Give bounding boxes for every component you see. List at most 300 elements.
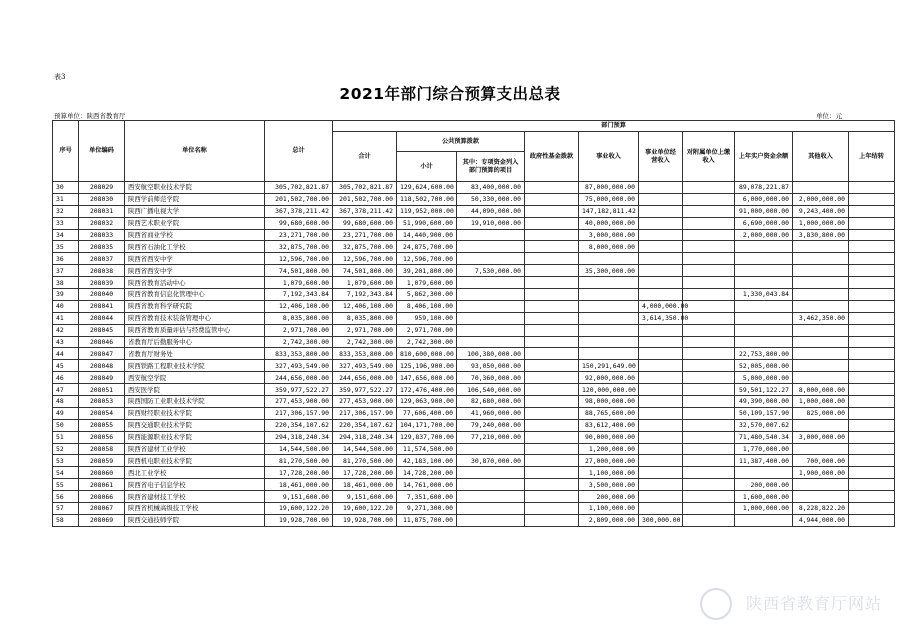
row-prior-balance: 6,690,000.00 <box>735 217 793 229</box>
row-business-income <box>579 348 639 360</box>
row-gov-fund <box>525 312 579 324</box>
row-special: 7,530,000.00 <box>457 265 525 277</box>
row-sum: 201,502,700.00 <box>333 193 397 205</box>
row-unit-operating <box>639 348 683 360</box>
row-unit-operating <box>639 455 683 467</box>
row-business-income: 1,200,000.00 <box>579 443 639 455</box>
row-total: 12,596,700.00 <box>265 253 333 265</box>
row-other-income <box>793 289 849 301</box>
budget-table <box>52 120 895 527</box>
row-business-income: 27,000,000.00 <box>579 455 639 467</box>
row-sum: 74,501,800.00 <box>333 265 397 277</box>
row-affiliated <box>683 300 735 312</box>
row-affiliated <box>683 289 735 301</box>
row-gov-fund <box>525 193 579 205</box>
watermark: 陕西省教育厅网站 <box>745 594 882 613</box>
row-name: 陕西省教育技术装备管理中心 <box>125 312 265 324</box>
row-prior-carry <box>849 348 895 360</box>
row-gov-fund <box>525 407 579 419</box>
row-seq: 32 <box>53 205 79 217</box>
row-unit-operating <box>639 407 683 419</box>
row-business-income <box>579 312 639 324</box>
row-name: 陕西省石油化工学校 <box>125 241 265 253</box>
row-subtotal: 7,351,600.00 <box>397 491 457 503</box>
row-sum: 32,875,700.00 <box>333 241 397 253</box>
row-subtotal: 2,971,700.00 <box>397 324 457 336</box>
row-total: 12,406,100.00 <box>265 300 333 312</box>
row-unit-operating <box>639 419 683 431</box>
row-sum: 2,971,700.00 <box>333 324 397 336</box>
row-prior-carry <box>849 300 895 312</box>
row-code: 208039 <box>79 277 125 289</box>
row-total: 8,035,800.00 <box>265 312 333 324</box>
row-sum: 305,702,821.87 <box>333 182 397 194</box>
form-id: 表3 <box>54 73 66 81</box>
row-seq: 42 <box>53 324 79 336</box>
row-seq: 38 <box>53 277 79 289</box>
row-name: 陕西省教育质量评估与经费监管中心 <box>125 324 265 336</box>
table-row <box>53 431 895 443</box>
row-unit-operating <box>639 396 683 408</box>
row-unit-operating <box>639 217 683 229</box>
row-total: 81,270,500.00 <box>265 455 333 467</box>
row-unit-operating: 3,614,350.00 <box>639 312 683 324</box>
row-special: 93,050,000.00 <box>457 360 525 372</box>
row-sum: 17,728,200.00 <box>333 467 397 479</box>
row-special <box>457 479 525 491</box>
header-business-income: 事业收入 <box>579 132 639 182</box>
row-prior-carry <box>849 467 895 479</box>
row-name: 陕西交通技师学院 <box>125 514 265 526</box>
row-special: 77,210,000.00 <box>457 431 525 443</box>
table-row <box>53 384 895 396</box>
row-gov-fund <box>525 324 579 336</box>
row-special: 79,240,000.00 <box>457 419 525 431</box>
header-affiliated: 对附属单位上缴收入 <box>683 132 735 182</box>
row-code: 208060 <box>79 467 125 479</box>
row-affiliated <box>683 312 735 324</box>
row-subtotal: 14,761,000.00 <box>397 479 457 491</box>
row-unit-operating <box>639 443 683 455</box>
row-sum: 14,544,500.00 <box>333 443 397 455</box>
row-code: 208049 <box>79 372 125 384</box>
row-gov-fund <box>525 372 579 384</box>
emblem-icon <box>700 588 732 620</box>
row-affiliated <box>683 372 735 384</box>
row-total: 294,318,240.34 <box>265 431 333 443</box>
row-code: 208038 <box>79 265 125 277</box>
row-other-income: 825,000.00 <box>793 407 849 419</box>
row-other-income: 700,000.00 <box>793 455 849 467</box>
row-subtotal: 11,574,500.00 <box>397 443 457 455</box>
row-subtotal: 118,502,700.00 <box>397 193 457 205</box>
row-sum: 294,318,240.34 <box>333 431 397 443</box>
row-affiliated <box>683 360 735 372</box>
row-affiliated <box>683 241 735 253</box>
row-gov-fund <box>525 289 579 301</box>
table-row <box>53 182 895 194</box>
row-subtotal: 24,875,700.00 <box>397 241 457 253</box>
table-row <box>53 514 895 526</box>
header-prior-carry: 上年结转 <box>849 132 895 182</box>
row-affiliated <box>683 229 735 241</box>
row-prior-carry <box>849 491 895 503</box>
row-other-income: 3,830,800.00 <box>793 229 849 241</box>
row-code: 208037 <box>79 253 125 265</box>
row-gov-fund <box>525 253 579 265</box>
row-seq: 55 <box>53 479 79 491</box>
row-subtotal: 5,862,300.00 <box>397 289 457 301</box>
row-prior-balance: 1,000,000.00 <box>735 503 793 515</box>
row-prior-balance <box>735 253 793 265</box>
header-code: 单位编码 <box>79 121 125 182</box>
row-unit-operating <box>639 467 683 479</box>
row-prior-carry <box>849 193 895 205</box>
row-business-income: 1,100,000.00 <box>579 503 639 515</box>
row-total: 217,306,157.90 <box>265 407 333 419</box>
row-special: 44,090,000.00 <box>457 205 525 217</box>
row-code: 208041 <box>79 300 125 312</box>
table-row <box>53 217 895 229</box>
row-prior-balance: 49,390,000.00 <box>735 396 793 408</box>
row-gov-fund <box>525 300 579 312</box>
row-unit-operating <box>639 491 683 503</box>
row-name: 省教育厅后勤服务中心 <box>125 336 265 348</box>
row-total: 18,461,000.00 <box>265 479 333 491</box>
row-subtotal: 12,596,700.00 <box>397 253 457 265</box>
row-other-income <box>793 253 849 265</box>
row-sum: 9,151,600.00 <box>333 491 397 503</box>
row-total: 23,271,700.00 <box>265 229 333 241</box>
table-row <box>53 277 895 289</box>
row-sum: 359,977,522.27 <box>333 384 397 396</box>
row-affiliated <box>683 193 735 205</box>
row-business-income: 2,809,000.00 <box>579 514 639 526</box>
row-prior-carry <box>849 514 895 526</box>
row-code: 208059 <box>79 455 125 467</box>
row-subtotal: 42,183,100.00 <box>397 455 457 467</box>
row-special: 106,540,000.00 <box>457 384 525 396</box>
row-name: 陕西省教育科学研究院 <box>125 300 265 312</box>
row-name: 陕西国防工业职业技术学院 <box>125 396 265 408</box>
row-name: 陕西广播电视大学 <box>125 205 265 217</box>
row-other-income <box>793 348 849 360</box>
row-seq: 45 <box>53 360 79 372</box>
row-sum: 2,742,300.00 <box>333 336 397 348</box>
row-affiliated <box>683 253 735 265</box>
header-seq: 序号 <box>53 121 79 182</box>
row-total: 17,728,200.00 <box>265 467 333 479</box>
row-prior-carry <box>849 289 895 301</box>
row-prior-carry <box>849 372 895 384</box>
row-seq: 41 <box>53 312 79 324</box>
row-prior-carry <box>849 217 895 229</box>
row-seq: 36 <box>53 253 79 265</box>
row-sum: 19,600,122.20 <box>333 503 397 515</box>
row-prior-balance: 1,330,043.84 <box>735 289 793 301</box>
row-other-income <box>793 336 849 348</box>
row-seq: 30 <box>53 182 79 194</box>
row-name: 陕西省机械高级技工学校 <box>125 503 265 515</box>
row-code: 208061 <box>79 479 125 491</box>
row-unit-operating <box>639 241 683 253</box>
row-prior-balance: 5,000,000.00 <box>735 372 793 384</box>
row-prior-balance: 71,480,540.34 <box>735 431 793 443</box>
row-prior-carry <box>849 229 895 241</box>
row-seq: 57 <box>53 503 79 515</box>
row-total: 32,875,700.00 <box>265 241 333 253</box>
row-name: 省教育厅财务处 <box>125 348 265 360</box>
row-affiliated <box>683 431 735 443</box>
row-business-income: 88,765,600.00 <box>579 407 639 419</box>
row-prior-balance <box>735 277 793 289</box>
row-special <box>457 324 525 336</box>
table-row <box>53 407 895 419</box>
row-subtotal: 14,440,900.00 <box>397 229 457 241</box>
row-business-income: 147,182,811.42 <box>579 205 639 217</box>
row-total: 7,192,343.84 <box>265 289 333 301</box>
row-special <box>457 300 525 312</box>
table-row <box>53 443 895 455</box>
row-gov-fund <box>525 348 579 360</box>
row-prior-carry <box>849 419 895 431</box>
row-code: 208030 <box>79 193 125 205</box>
header-unit-operating: 事业单位经营收入 <box>639 132 683 182</box>
row-business-income <box>579 277 639 289</box>
row-code: 208032 <box>79 217 125 229</box>
row-prior-carry <box>849 503 895 515</box>
row-affiliated <box>683 407 735 419</box>
header-subtotal: 小计 <box>397 152 457 182</box>
row-seq: 31 <box>53 193 79 205</box>
row-name: 陕西学前师范学院 <box>125 193 265 205</box>
row-other-income: 8,000,000.00 <box>793 384 849 396</box>
row-prior-carry <box>849 312 895 324</box>
row-prior-balance: 22,753,800.00 <box>735 348 793 360</box>
row-total: 244,656,000.00 <box>265 372 333 384</box>
row-affiliated <box>683 467 735 479</box>
row-other-income <box>793 419 849 431</box>
row-gov-fund <box>525 479 579 491</box>
row-seq: 53 <box>53 455 79 467</box>
row-sum: 244,656,000.00 <box>333 372 397 384</box>
row-subtotal: 8,406,100.00 <box>397 300 457 312</box>
row-prior-balance <box>735 514 793 526</box>
row-subtotal: 9,271,300.00 <box>397 503 457 515</box>
budget-unit-label: 预算单位：陕西省教育厅 <box>54 112 126 120</box>
row-seq: 54 <box>53 467 79 479</box>
row-total: 327,493,549.00 <box>265 360 333 372</box>
row-unit-operating <box>639 289 683 301</box>
row-prior-carry <box>849 479 895 491</box>
row-affiliated <box>683 396 735 408</box>
row-prior-balance: 32,570,007.62 <box>735 419 793 431</box>
row-subtotal: 39,201,800.00 <box>397 265 457 277</box>
row-prior-balance <box>735 324 793 336</box>
row-business-income: 8,000,000.00 <box>579 241 639 253</box>
row-total: 201,502,700.00 <box>265 193 333 205</box>
row-special <box>457 336 525 348</box>
header-total: 总计 <box>265 121 333 182</box>
row-gov-fund <box>525 277 579 289</box>
row-total: 99,680,600.00 <box>265 217 333 229</box>
row-sum: 217,306,157.90 <box>333 407 397 419</box>
row-business-income: 90,000,000.00 <box>579 431 639 443</box>
row-subtotal: 125,196,900.00 <box>397 360 457 372</box>
row-other-income: 1,000,000.00 <box>793 217 849 229</box>
row-business-income: 83,612,400.00 <box>579 419 639 431</box>
row-other-income <box>793 265 849 277</box>
row-special: 50,330,000.00 <box>457 193 525 205</box>
row-other-income: 8,228,822.20 <box>793 503 849 515</box>
row-gov-fund <box>525 241 579 253</box>
table-row <box>53 205 895 217</box>
row-name: 陕西能源职业技术学院 <box>125 431 265 443</box>
row-name: 西北工业学校 <box>125 467 265 479</box>
row-total: 19,928,700.00 <box>265 514 333 526</box>
header-dept-budget: 部门预算 <box>333 121 895 132</box>
table-row <box>53 265 895 277</box>
header-prior-balance: 上年实户资金余额 <box>735 132 793 182</box>
row-code: 208035 <box>79 241 125 253</box>
row-total: 2,742,300.00 <box>265 336 333 348</box>
row-unit-operating <box>639 336 683 348</box>
row-sum: 7,192,343.84 <box>333 289 397 301</box>
row-prior-carry <box>849 360 895 372</box>
row-code: 208045 <box>79 324 125 336</box>
row-affiliated <box>683 503 735 515</box>
row-other-income <box>793 443 849 455</box>
row-subtotal: 14,728,200.00 <box>397 467 457 479</box>
row-other-income: 3,000,000.00 <box>793 431 849 443</box>
row-code: 208029 <box>79 182 125 194</box>
row-prior-balance: 6,000,000.00 <box>735 193 793 205</box>
row-prior-carry <box>849 336 895 348</box>
row-code: 208053 <box>79 396 125 408</box>
row-prior-carry <box>849 324 895 336</box>
row-name: 西安医学院 <box>125 384 265 396</box>
row-seq: 49 <box>53 407 79 419</box>
table-row <box>53 479 895 491</box>
row-other-income: 3,462,350.00 <box>793 312 849 324</box>
row-other-income <box>793 277 849 289</box>
row-code: 208048 <box>79 360 125 372</box>
table-row <box>53 503 895 515</box>
header-other-income: 其他收入 <box>793 132 849 182</box>
row-prior-carry <box>849 407 895 419</box>
header-special-items: 其中：专项资金列入部门预算的项目 <box>457 152 525 182</box>
row-name: 西安航空职业技术学院 <box>125 182 265 194</box>
row-subtotal: 119,952,000.00 <box>397 205 457 217</box>
row-subtotal: 77,606,400.00 <box>397 407 457 419</box>
row-affiliated <box>683 336 735 348</box>
row-subtotal: 11,875,700.00 <box>397 514 457 526</box>
row-seq: 52 <box>53 443 79 455</box>
row-business-income: 92,000,000.00 <box>579 372 639 384</box>
table-row <box>53 241 895 253</box>
row-business-income <box>579 289 639 301</box>
row-prior-carry <box>849 253 895 265</box>
row-unit-operating <box>639 229 683 241</box>
row-total: 9,151,600.00 <box>265 491 333 503</box>
row-special <box>457 229 525 241</box>
row-business-income <box>579 324 639 336</box>
row-gov-fund <box>525 265 579 277</box>
row-affiliated <box>683 348 735 360</box>
row-gov-fund <box>525 360 579 372</box>
row-business-income: 75,000,000.00 <box>579 193 639 205</box>
table-row <box>53 300 895 312</box>
row-special: 82,680,000.00 <box>457 396 525 408</box>
row-sum: 99,680,600.00 <box>333 217 397 229</box>
row-prior-balance: 89,078,221.87 <box>735 182 793 194</box>
row-special <box>457 514 525 526</box>
row-sum: 19,928,700.00 <box>333 514 397 526</box>
page-title: 2021年部门综合预算支出总表 <box>339 85 561 103</box>
row-seq: 34 <box>53 229 79 241</box>
table-row <box>53 419 895 431</box>
row-affiliated <box>683 182 735 194</box>
row-unit-operating <box>639 431 683 443</box>
row-special <box>457 253 525 265</box>
row-subtotal: 104,171,700.00 <box>397 419 457 431</box>
row-prior-carry <box>849 241 895 253</box>
row-affiliated <box>683 491 735 503</box>
row-prior-balance <box>735 336 793 348</box>
row-name: 陕西省西安中学 <box>125 265 265 277</box>
row-subtotal: 129,063,900.00 <box>397 396 457 408</box>
row-name: 西安航空学院 <box>125 372 265 384</box>
row-code: 208047 <box>79 348 125 360</box>
row-sum: 18,461,000.00 <box>333 479 397 491</box>
row-other-income: 1,000,000.00 <box>793 396 849 408</box>
row-special <box>457 503 525 515</box>
row-prior-balance <box>735 300 793 312</box>
row-other-income <box>793 324 849 336</box>
row-business-income <box>579 253 639 265</box>
row-subtotal: 172,476,400.00 <box>397 384 457 396</box>
row-business-income: 40,000,000.00 <box>579 217 639 229</box>
row-unit-operating <box>639 253 683 265</box>
row-name: 陕西省电子信息学校 <box>125 479 265 491</box>
row-seq: 50 <box>53 419 79 431</box>
row-unit-operating: 300,000.00 <box>639 514 683 526</box>
row-special <box>457 467 525 479</box>
row-code: 208051 <box>79 384 125 396</box>
row-name: 陕西财经职业技术学院 <box>125 407 265 419</box>
row-subtotal: 2,742,300.00 <box>397 336 457 348</box>
row-prior-carry <box>849 443 895 455</box>
row-seq: 56 <box>53 491 79 503</box>
row-prior-balance: 1,600,000.00 <box>735 491 793 503</box>
row-affiliated <box>683 265 735 277</box>
row-prior-balance <box>735 241 793 253</box>
row-total: 359,977,522.27 <box>265 384 333 396</box>
row-name: 陕西机电职业技术学院 <box>125 455 265 467</box>
row-other-income <box>793 372 849 384</box>
row-business-income: 150,291,649.00 <box>579 360 639 372</box>
row-seq: 33 <box>53 217 79 229</box>
row-prior-carry <box>849 431 895 443</box>
row-total: 14,544,500.00 <box>265 443 333 455</box>
header-name: 单位名称 <box>125 121 265 182</box>
row-business-income <box>579 300 639 312</box>
row-name: 陕西省西安中学 <box>125 253 265 265</box>
row-affiliated <box>683 384 735 396</box>
row-subtotal: 959,100.00 <box>397 312 457 324</box>
table-row <box>53 467 895 479</box>
row-subtotal: 810,600,000.00 <box>397 348 457 360</box>
